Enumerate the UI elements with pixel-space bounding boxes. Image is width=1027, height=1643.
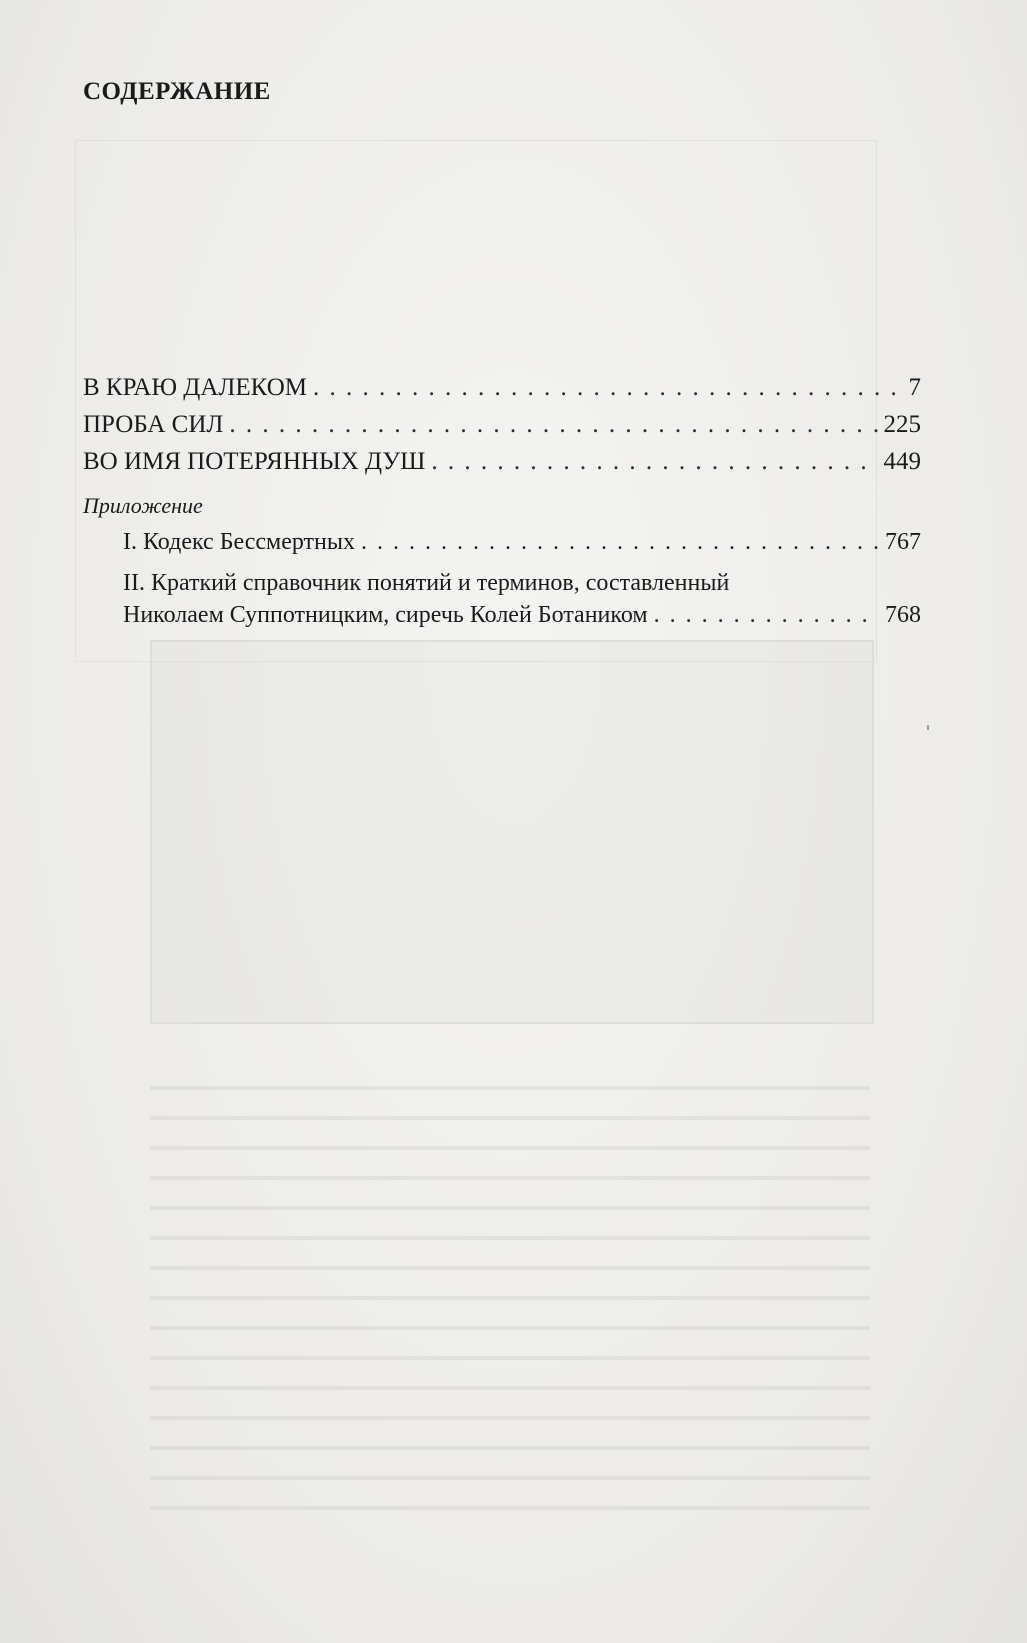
toc-entry-label: I. Кодекс Бессмертных <box>123 529 356 555</box>
dot-leader <box>361 526 879 558</box>
toc-entry-page: 768 <box>885 602 921 628</box>
toc-entry-label: В КРАЮ ДАЛЕКОМ <box>83 374 307 401</box>
toc-entry-3[interactable] <box>83 446 921 478</box>
print-mark <box>927 725 929 730</box>
appendix-heading: Приложение <box>83 493 203 518</box>
toc-entry-page: 225 <box>883 411 921 438</box>
toc-entry-label: ПРОБА СИЛ <box>83 411 224 438</box>
dot-leader <box>313 372 903 404</box>
toc-appendix-entry-1[interactable] <box>83 526 921 558</box>
toc-entry-page: 767 <box>885 529 921 555</box>
toc-list <box>83 372 921 631</box>
toc-title: СОДЕРЖАНИЕ <box>83 78 271 105</box>
toc-entry-1[interactable] <box>83 372 921 404</box>
dot-leader <box>654 599 879 631</box>
dot-leader <box>229 409 877 441</box>
bleed-through-lines <box>150 1060 870 1520</box>
toc-appendix-entry-2[interactable] <box>83 568 921 631</box>
toc-entry-page: 7 <box>908 374 921 401</box>
toc-entry-line2 <box>123 599 921 631</box>
toc-entry-label-line1: II. Краткий справочник понятий и терминов, составленный <box>123 570 730 596</box>
dot-leader <box>431 446 877 478</box>
toc-entry-label-line2: Николаем Суппотницким, сиречь Колей Ботаником <box>123 602 648 628</box>
toc-entry-page: 449 <box>883 448 921 475</box>
bleed-through-box <box>150 640 874 1024</box>
toc-entry-2[interactable] <box>83 409 921 441</box>
toc-entry-label: ВО ИМЯ ПОТЕРЯННЫХ ДУШ <box>83 448 426 475</box>
